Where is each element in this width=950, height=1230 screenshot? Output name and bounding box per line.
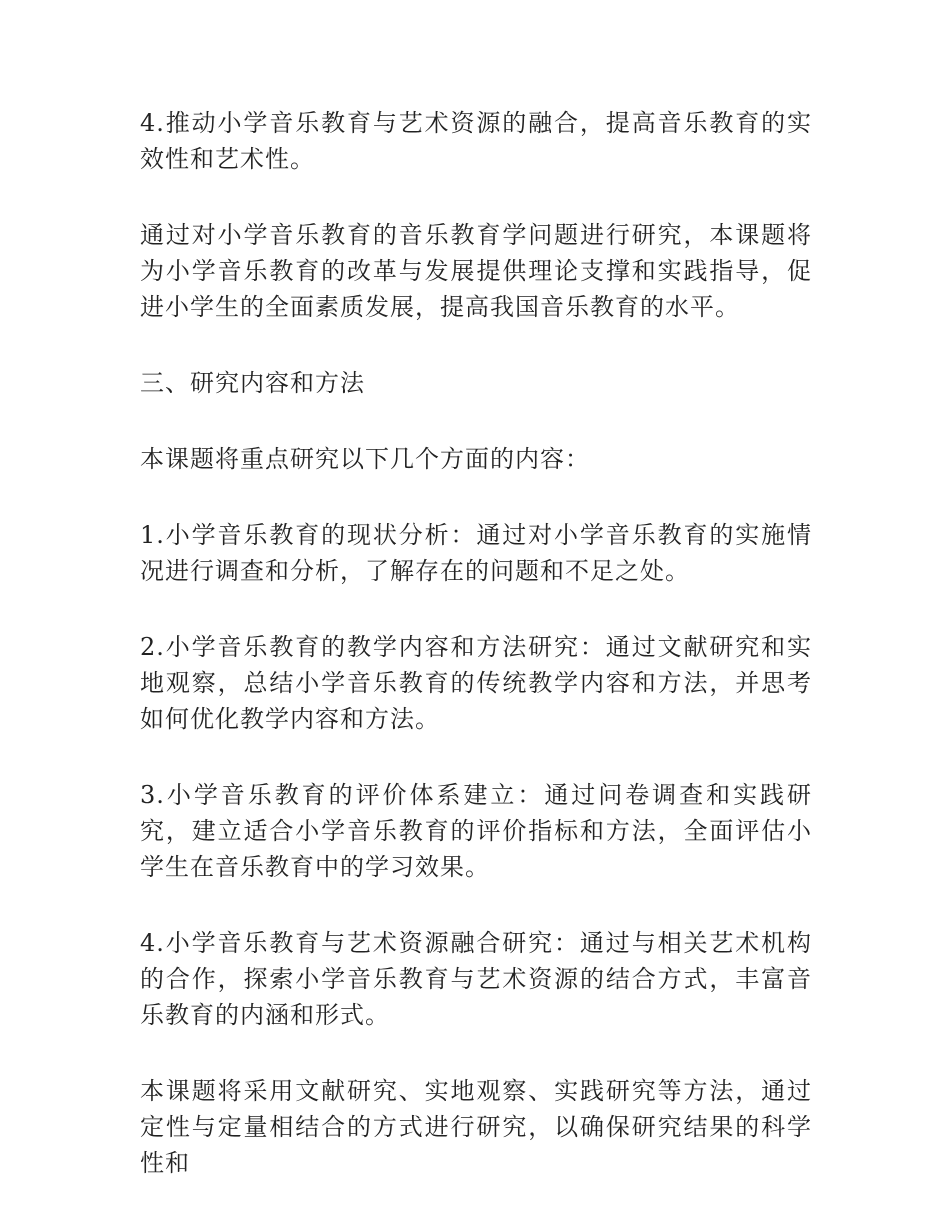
paragraph-item-2: 2.小学音乐教育的教学内容和方法研究：通过文献研究和实地观察，总结小学音乐教育的传统教学内容和方法，并思考如何优化教学内容和方法。 bbox=[140, 633, 812, 733]
paragraph-methods: 本课题将采用文献研究、实地观察、实践研究等方法，通过定性与定量相结合的方式进行研究，以确保研究结果的科学性和 bbox=[140, 1077, 812, 1177]
paragraph-goal-4: 4.推动小学音乐教育与艺术资源的融合，提高音乐教育的实效性和艺术性。 bbox=[140, 109, 812, 173]
paragraph-item-1: 1.小学音乐教育的现状分析：通过对小学音乐教育的实施情况进行调查和分析，了解存在的问题和不足之处。 bbox=[140, 521, 812, 585]
paragraph-item-4: 4.小学音乐教育与艺术资源融合研究：通过与相关艺术机构的合作，探索小学音乐教育与艺术资源的结合方式，丰富音乐教育的内涵和形式。 bbox=[140, 929, 812, 1029]
paragraph-research-significance: 通过对小学音乐教育的音乐教育学问题进行研究，本课题将为小学音乐教育的改革与发展提供理论支撑和实践指导，促进小学生的全面素质发展，提高我国音乐教育的水平。 bbox=[140, 221, 812, 321]
section-heading-content-methods: 三、研究内容和方法 bbox=[140, 369, 365, 397]
paragraph-item-3: 3.小学音乐教育的评价体系建立：通过问卷调查和实践研究，建立适合小学音乐教育的评价指标和方法，全面评估小学生在音乐教育中的学习效果。 bbox=[140, 781, 812, 881]
paragraph-content-intro: 本课题将重点研究以下几个方面的内容： bbox=[140, 445, 590, 473]
document-body bbox=[140, 105, 812, 1221]
